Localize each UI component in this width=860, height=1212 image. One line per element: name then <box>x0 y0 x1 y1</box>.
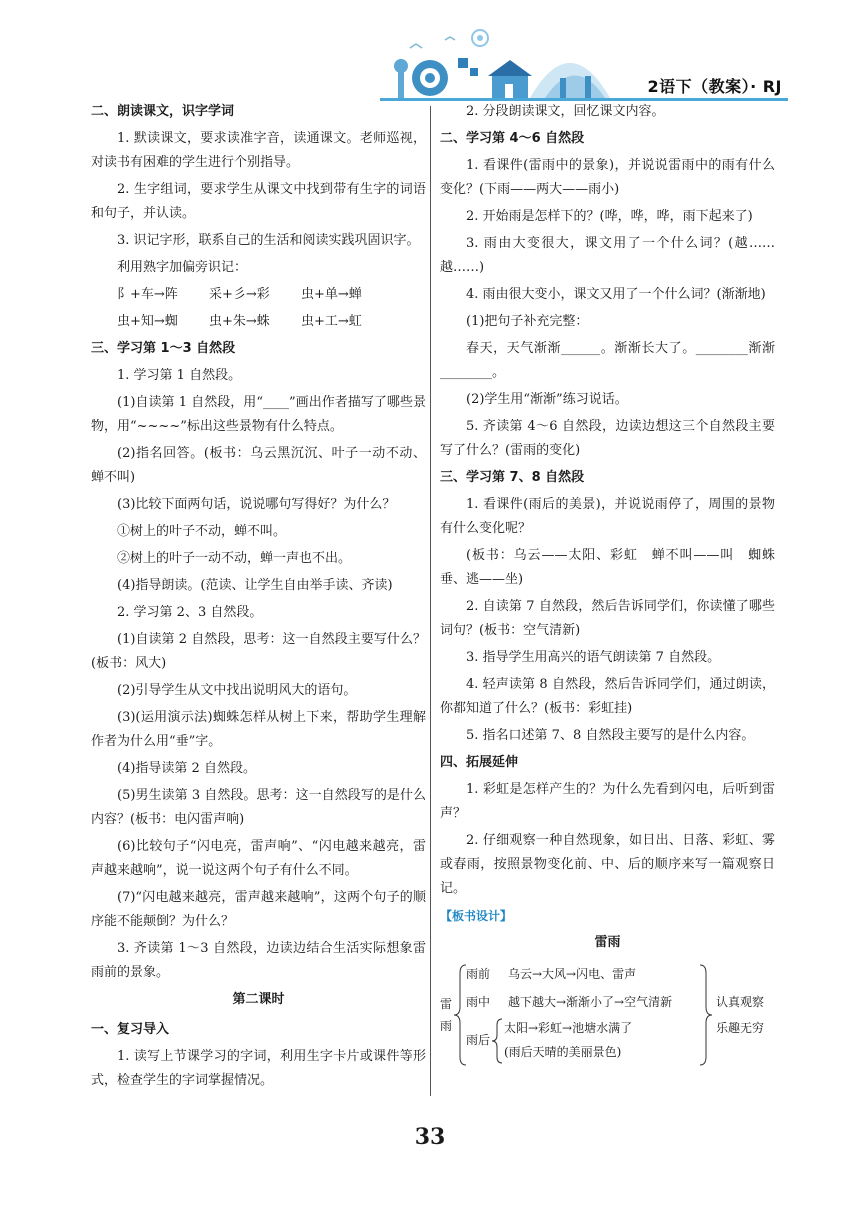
paragraph: 5. 齐读第 4～6 自然段，边读边想这三个自然段主要写了什么？(雷雨的变化) <box>440 419 775 458</box>
char-formula: 虫+朱→蛛 <box>209 314 270 329</box>
paragraph: (5)男生读第 3 自然段。思考：这一自然段写的是什么内容？(板书：电闪雷声响) <box>91 788 426 827</box>
paragraph: 利用熟字加偏旁识记： <box>117 260 248 275</box>
char-formula-row <box>91 310 426 334</box>
board-summary: 认真观察 <box>716 995 765 1009</box>
paragraph: ①树上的叶子不动，蝉不叫。 <box>117 524 287 539</box>
paragraph: (3)(运用演示法)蜘蛛怎样从树上下来，帮助学生理解作者为什么用“垂”字。 <box>91 710 426 749</box>
paragraph: 3. 齐读第 1～3 自然段，边读边结合生活实际想象雷雨前的景象。 <box>91 941 426 980</box>
section-heading: 三、学习第 7、8 自然段 <box>440 470 585 485</box>
board-label-after: 雨后 <box>466 1033 491 1047</box>
paragraph: 4. 雨由很大变小，课文又用了一个什么词？(渐渐地) <box>466 287 766 302</box>
board-label-before: 雨前 <box>466 967 491 981</box>
paragraph: 2. 仔细观察一种自然现象，如日出、日落、彩虹、雾或春雨，按照景物变化前、中、后的顺序来写一篇观察日记。 <box>440 833 775 896</box>
column-divider <box>430 106 431 1096</box>
board-title: 雷雨 <box>594 935 621 950</box>
paragraph: 2. 生字组词，要求学生从课文中找到带有生字的词语和句子，并认读。 <box>91 182 426 221</box>
paragraph: 1. 看课件(雨后的美景)，并说说雨停了，周围的景物有什么变化呢？ <box>440 497 775 536</box>
paragraph: 春天，天气渐渐______。渐渐长大了。________渐渐________。 <box>440 341 775 380</box>
paragraph: (1)自读第 2 自然段，思考：这一自然段主要写什么？(板书：风大) <box>91 632 426 671</box>
paragraph: 2. 分段朗读课文，回忆课文内容。 <box>466 104 665 119</box>
page-number: 33 <box>414 1124 446 1150</box>
right-column <box>440 100 775 1071</box>
paragraph: 2. 学习第 2、3 自然段。 <box>117 605 263 620</box>
paragraph: ②树上的叶子一动不动，蝉一声也不出。 <box>117 551 352 566</box>
paragraph: 1. 学习第 1 自然段。 <box>117 368 242 383</box>
board-summary: 乐趣无穷 <box>716 1021 765 1035</box>
section-heading: 一、复习导入 <box>91 1022 170 1037</box>
page-header <box>380 18 820 104</box>
paragraph: 2. 开始雨是怎样下的？(哗，哗，哗，雨下起来了) <box>466 209 753 224</box>
paragraph: 4. 轻声读第 8 自然段，然后告诉同学们，通过朗读，你都知道了什么？(板书：彩虹挂) <box>440 677 775 716</box>
paragraph: 1. 彩虹是怎样产生的？为什么先看到闪电，后听到雷声？ <box>440 782 775 821</box>
paragraph: (2)引导学生从文中找出说明风大的语句。 <box>117 683 357 698</box>
section-heading: 四、拓展延伸 <box>440 755 519 770</box>
section-heading: 二、学习第 4～6 自然段 <box>440 131 585 146</box>
paragraph: (4)指导朗读。(范读、让学生自由举手读、齐读) <box>117 578 393 593</box>
paragraph: (1)自读第 1 自然段，用“____”画出作者描写了哪些景物，用“~~~~”标出这些景物有什么特点。 <box>91 395 426 434</box>
char-formula: 虫+知→蜘 <box>117 314 178 329</box>
board-side-label: 雷雨 <box>440 997 453 1033</box>
char-formula-row <box>91 283 426 307</box>
paragraph: 5. 指名口述第 7、8 自然段主要写的是什么内容。 <box>466 728 755 743</box>
board-text-during: 越下越大→渐渐小了→空气清新 <box>508 995 673 1009</box>
section-heading: 三、学习第 1～3 自然段 <box>91 341 236 356</box>
paragraph: 1. 看课件(雷雨中的景象)，并说说雷雨中的雨有什么变化？(下雨——两大——雨小) <box>440 158 775 197</box>
char-formula: 虫+单→蝉 <box>301 287 362 302</box>
section-heading: 二、朗读课文，识字学词 <box>91 104 235 119</box>
paragraph: 2. 自读第 7 自然段，然后告诉同学们，你读懂了哪些词句？(板书：空气清新) <box>440 599 775 638</box>
paragraph: (1)把句子补充完整： <box>466 314 589 329</box>
paragraph: 1. 读写上节课学习的字词，利用生字卡片或课件等形式，检查学生的字词掌握情况。 <box>91 1049 426 1088</box>
char-formula: 阝+车→阵 <box>117 287 178 302</box>
paragraph: (4)指导读第 2 自然段。 <box>117 761 256 776</box>
board-text-before: 乌云→大风→闪电、雷声 <box>508 967 637 981</box>
board-design-tag: 【板书设计】 <box>440 909 513 923</box>
lesson-title: 第二课时 <box>232 992 285 1007</box>
paragraph: 3. 指导学生用高兴的语气朗读第 7 自然段。 <box>466 650 721 665</box>
paragraph: (7)“闪电越来越亮，雷声越来越响”，这两个句子的顺序能不能颠倒？为什么？ <box>91 890 426 929</box>
paragraph: (2)学生用“渐渐”练习说话。 <box>466 392 628 407</box>
board-label-during: 雨中 <box>466 995 491 1009</box>
paragraph: (板书：乌云——太阳、彩虹 蝉不叫——叫 蜘蛛垂、逃——坐) <box>440 548 775 587</box>
paragraph: 3. 识记字形，联系自己的生活和阅读实践巩固识字。 <box>117 233 420 248</box>
char-formula: 虫+工→虹 <box>301 314 362 329</box>
char-formula: 采+彡→彩 <box>209 287 270 302</box>
paragraph: 3. 雨由大变很大，课文用了一个什么词？(越……越……) <box>440 236 775 275</box>
board-text-after-note: (雨后天晴的美丽景色) <box>504 1045 622 1059</box>
paragraph: 1. 默读课文，要求读准字音，读通课文。老师巡视，对读书有困难的学生进行个别指导。 <box>91 131 426 170</box>
board-text-after: 太阳→彩虹→池塘水满了 <box>504 1021 633 1035</box>
paragraph: (3)比较下面两句话，说说哪句写得好？为什么？ <box>117 497 396 512</box>
paragraph: (2)指名回答。(板书：乌云黑沉沉、叶子一动不动、蝉不叫) <box>91 446 426 485</box>
board-diagram <box>440 961 775 1071</box>
left-column <box>91 100 426 1096</box>
header-title: 2语下（教案）· RJ <box>647 77 782 96</box>
paragraph: (6)比较句子“闪电亮，雷声响”、“闪电越来越亮，雷声越来越响”，说一说这两个句子有什么不同。 <box>91 839 426 878</box>
